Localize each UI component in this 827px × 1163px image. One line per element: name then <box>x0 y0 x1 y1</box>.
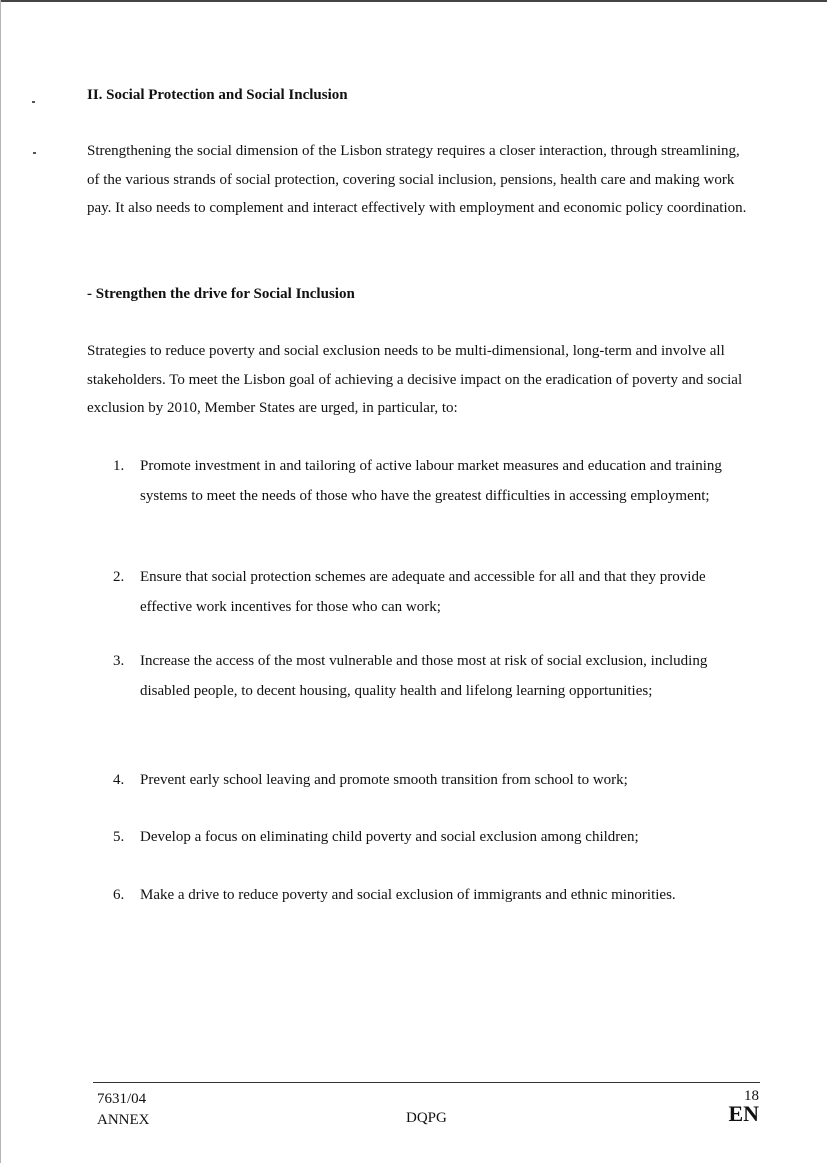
list-item-text: Ensure that social protection schemes are adequate and accessible for all and that they provide effective work incentives for those who can work; <box>140 569 706 615</box>
footer-department-code: DQPG <box>406 1110 447 1126</box>
left-scan-edge <box>0 0 1 1163</box>
list-item-text: Develop a focus on eliminating child poverty and social exclusion among children; <box>140 829 639 845</box>
top-border-line <box>0 0 827 2</box>
list-item <box>113 765 753 795</box>
list-item <box>113 562 753 622</box>
list-item-number: 3. <box>113 653 125 669</box>
footer-page-number: 18 <box>744 1088 759 1104</box>
list-item <box>113 880 753 910</box>
scan-speck <box>32 101 35 103</box>
subsection-heading: - Strengthen the drive for Social Inclusion <box>87 286 355 302</box>
section-heading: II. Social Protection and Social Inclusion <box>87 87 348 103</box>
scan-speck <box>33 152 36 154</box>
list-item <box>113 646 753 706</box>
list-item-text: Prevent early school leaving and promote smooth transition from school to work; <box>140 772 628 788</box>
list-item-number: 6. <box>113 887 125 903</box>
list-item-number: 1. <box>113 458 125 474</box>
list-item <box>113 451 753 511</box>
footer-annex-label: ANNEX <box>97 1112 150 1128</box>
list-item-text: Promote investment in and tailoring of active labour market measures and education and training systems to meet the needs of those who have the greatest difficulties in accessing employment; <box>140 458 722 504</box>
section-intro-paragraph: Strengthening the social dimension of the Lisbon strategy requires a closer interaction, through streamlining, of the various strands of social protection, covering social inclusion, pensions, health care and making work pay. It also needs to complement and interact effectively with employment and economic policy coordination. <box>87 143 747 216</box>
footer-document-number: 7631/04 <box>97 1091 147 1107</box>
list-item-number: 5. <box>113 829 125 845</box>
footer-language-code: EN <box>728 1101 759 1126</box>
list-item-text: Increase the access of the most vulnerable and those most at risk of social exclusion, including disabled people, to decent housing, quality health and lifelong learning opportunities; <box>140 653 708 699</box>
list-item-text: Make a drive to reduce poverty and social exclusion of immigrants and ethnic minorities. <box>140 887 676 903</box>
list-item-number: 4. <box>113 772 125 788</box>
subsection-intro-paragraph: Strategies to reduce poverty and social exclusion needs to be multi-dimensional, long-term and involve all stakeholders. To meet the Lisbon goal of achieving a decisive impact on the eradication of poverty and social exclusion by 2010, Member States are urged, in particular, to: <box>87 343 743 416</box>
list-item-number: 2. <box>113 569 125 585</box>
list-item <box>113 822 753 852</box>
footer-divider <box>93 1082 760 1083</box>
